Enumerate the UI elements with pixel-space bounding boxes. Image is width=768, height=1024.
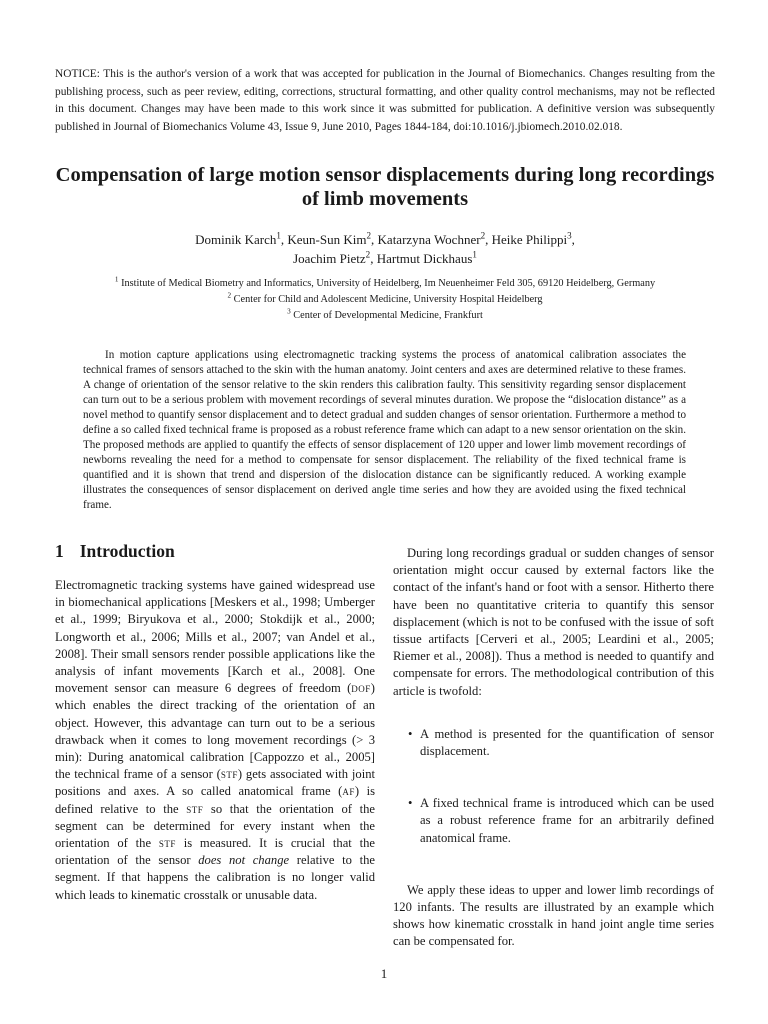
abstract-text: In motion capture applications using electromagnetic tracking systems the process of anatomical calibration associates the technical frames of sensors attached to the skin with the human anatomy. Joint centers and axes are determined relative to these frames. A change of orientation of the sensor relative to the skin renders this calibration faulty. This sensitivity regarding sensor displacement can turn out to be a serious problem with movement recordings of several minutes duration. We propose the “dislocation distance” as a novel method to quantify sensor displacement and to detect gradual and sudden changes of sensor orientation. Furthermore a method to define a so called fixed technical frame is proposed as a robust reference frame which can adapt to a new sensor orientation on the skin. The proposed methods are applied to quantify the effects of sensor displacement of 120 upper and lower limb movement recordings of newborns revealing the need for a method to compensate for sensor displacement. The reliability of the fixed technical frame is quantified and it is shown that trend and dispersion of the dislocation distance can be significantly reduced. A working example illustrates the consequences of sensor displacement on derived angle time series and how they are avoided using the fixed technical frame. xyxy=(83,349,686,512)
emphasis-text: does not change xyxy=(198,853,290,868)
author-affiliation-mark: 2 xyxy=(366,230,372,241)
author-affiliation-mark: 2 xyxy=(480,230,486,241)
author: Keun-Sun Kim$^2$, xyxy=(287,230,378,247)
list-item: • A method is presented for the quantification of sensor displacement. xyxy=(408,726,714,759)
abbrev-stf: stf xyxy=(158,836,176,851)
section-title: Introduction xyxy=(79,541,175,561)
bullet-icon: • xyxy=(408,796,413,811)
affiliation: $^3$ Center of Developmental Medicine, Frankfurt xyxy=(287,307,483,321)
author-affiliation-mark: 1 xyxy=(276,230,281,241)
section-heading xyxy=(55,540,375,562)
abbrev-stf: stf xyxy=(186,801,204,816)
publication-notice: NOTICE: This is the author's version of a work that was accepted for publication in the Journal of Biomechanics. Changes resulting from the publishing process, such as peer review, editing, corrections, structural formatting, and other quality control mechanisms, may not be reflected in this document. Changes may have been made to this work since it was submitted for publication. A definitive version was subsequently published in Journal of Biomechanics Volume 43, Issue 9, June 2010, Pages 1844-184, doi:10.1016/j.jbiomech.2010.02.018. xyxy=(55,68,715,133)
author: Heike Philippi$^3$, xyxy=(491,230,575,247)
contribution-list xyxy=(393,726,714,847)
author-affiliation-mark: 2 xyxy=(365,249,371,260)
author-affiliation-mark: 1 xyxy=(472,249,477,260)
affiliation: $^2$ Center for Child and Adolescent Medicine, University Hospital Heidelberg xyxy=(227,291,543,305)
list-item: • A fixed technical frame is introduced which can be used as a robust reference frame for an arbitrarily defined anatomical frame. xyxy=(408,796,714,845)
author: Katarzyna Wochner$^2$, xyxy=(377,230,492,247)
right-column xyxy=(393,545,714,951)
section-number: 1 xyxy=(55,541,64,561)
abbrev-dof: dof xyxy=(351,681,371,696)
paper-title: Compensation of large motion sensor displacements during long recordings of limb movements xyxy=(55,164,715,210)
author: Dominik Karch$^1$, xyxy=(195,230,288,247)
author-affiliation-mark: 3 xyxy=(567,230,572,241)
bullet-icon: • xyxy=(408,726,413,741)
intro-paragraph: Electromagnetic tracking systems have gained widespread use in biomechanical applications [Meskers et al., 1998; Umberger et al., 1999; Biryukova et al., 2000; Stokdijk et al., 2000; Longworth et al., 2006; Mills et al., 2007; van Andel et al., 2008]. Their small sensors render possible applications like the analysis of infant movements [Karch et al., 2008]. One movement sensor can measure 6 degrees of freedom (dof) which enables the direct tracking of the orientation of an object. However, this advantage can turn out to be a serious drawback when it comes to long movement recordings (> 3 min): During anatomical calibration [Cappozzo et al., 2005] the technical frame of a sensor (stf) gets associated with joint positions and axes. A so called anatomical frame (af) is defined relative to the stf so that the orientation of the segment can be determined for every instant when the orientation of the stf is measured. It is crucial that the orientation of the sensor does not change relative to the segment. If that happens the calibration is no longer valid which leads to kinematic crosstalk or unusable data. xyxy=(55,578,376,902)
page-number: 1 xyxy=(380,966,388,981)
affiliation-list xyxy=(55,276,715,324)
abbrev-stf: stf xyxy=(220,767,238,782)
affiliation: $^1$ Institute of Medical Biometry and Informatics, University of Heidelberg, Im Neuenheimer Feld 305, 69120 Heidelberg, Germany xyxy=(114,275,656,289)
body-paragraph: We apply these ideas to upper and lower limb recordings of 120 infants. The results are illustrated by an example which shows how kinematic crosstalk in hand joint angle time series can be compensated for. xyxy=(393,882,714,949)
abbrev-af: af xyxy=(342,784,355,799)
author-list xyxy=(55,230,715,268)
abstract xyxy=(83,348,686,514)
body-paragraph: During long recordings gradual or sudden changes of sensor orientation might occur caused by external factors like the contact of the infant's hand or foot with a sensor. Hitherto there have been no quantitative criteria to quantify this sensor displacement (which is not to be confused with the issue of soft tissue artifacts [Cerveri et al., 2005; Leardini et al., 2005; Riemer et al., 2008]). Thus a method is needed to quantify and compensate for errors. The methodological contribution of this article is twofold: xyxy=(393,546,714,698)
author: Hartmut Dickhaus$^1$ xyxy=(376,249,477,266)
left-column xyxy=(55,540,375,904)
author: Joachim Pietz$^2$, xyxy=(293,249,377,266)
